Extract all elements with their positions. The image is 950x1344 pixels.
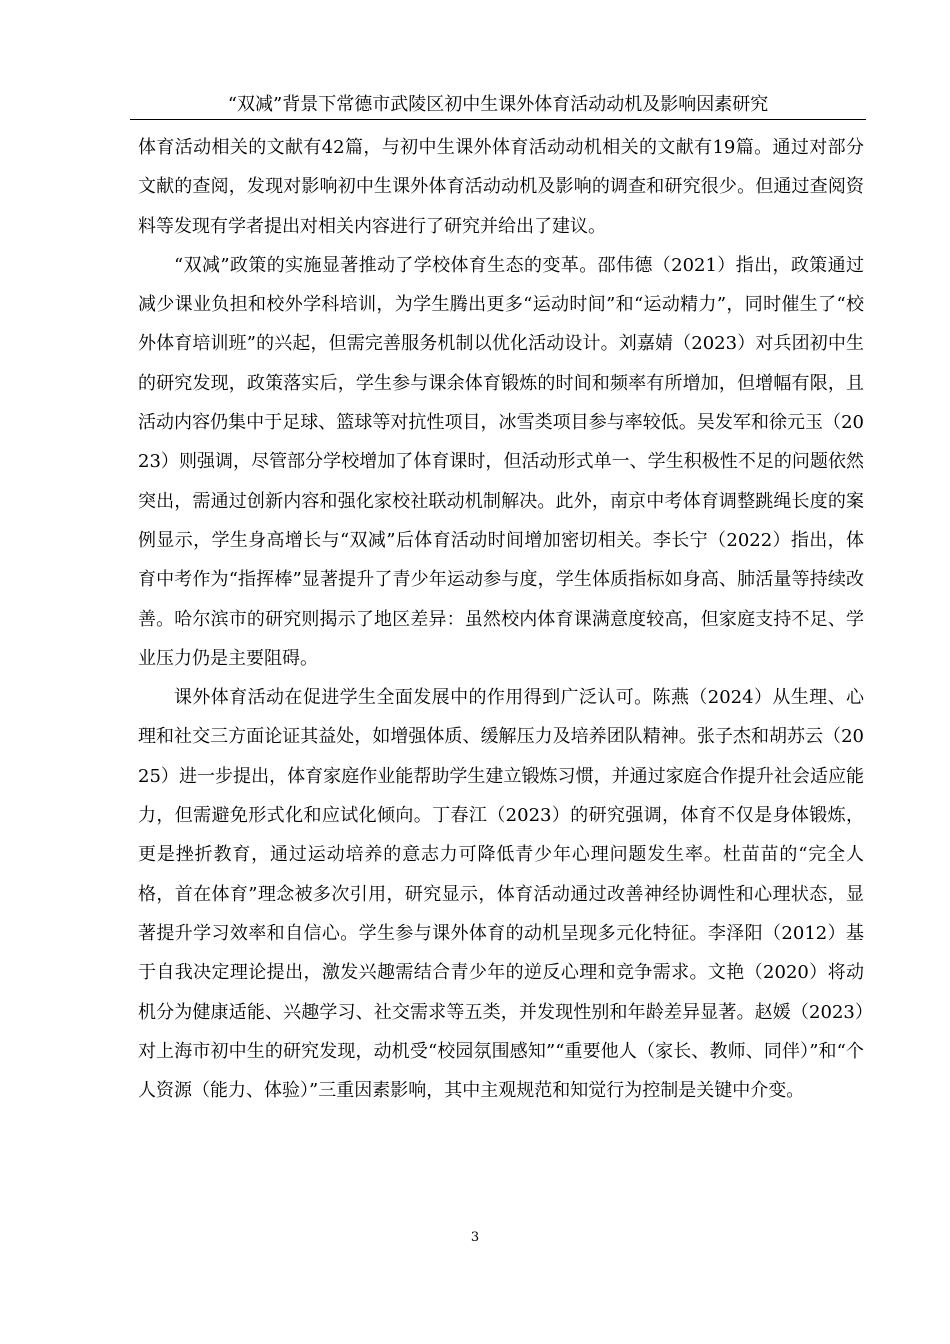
paragraph-double-reduction-policy: “双减”政策的实施显著推动了学校体育生态的变革。邵伟德（2021）指出，政策通过减少课业负担和校外学科培训，为学生腾出更多“运动时间”和“运动精力”，同时催生了“校外体育培训班”的兴起，但需完善服务机制以优化活动设计。刘嘉婧（2023）对兵团初中生的研究发现，政策落实后，学生参与课余体育锻炼的时间和频率有所增加，但增幅有限，且活动内容仍集中于足球、篮球等对抗性项目，冰雪类项目参与率较低。吴发军和徐元玉（2023）则强调，尽管部分学校增加了体育课时，但活动形式单一、学生积极性不足的问题依然突出，需通过创新内容和强化家校社联动机制解决。此外，南京中考体育调整跳绳长度的案例显示，学生身高增长与“双减”后体育活动时间增加密切相关。李长宁（2022）指出，体育中考作为“指挥棒”显著提升了青少年运动参与度，学生体质指标如身高、肺活量等持续改善。哈尔滨市的研究则揭示了地区差异：虽然校内体育课满意度较高，但家庭支持不足、学业压力仍是主要阻碍。 <box>138 254 864 669</box>
paragraph-continuation: 体育活动相关的文献有42篇，与初中生课外体育活动动机相关的文献有19篇。通过对部分文献的查阅，发现对影响初中生课外体育活动动机及影响的调查和研究很少。但通过查阅资料等发现有学者提出对相关内容进行了研究并给出了建议。 <box>138 137 864 237</box>
page-number: 3 <box>470 1230 480 1245</box>
paragraph-extracurricular-benefits: 课外体育活动在促进学生全面发展中的作用得到广泛认可。陈燕（2024）从生理、心理和社交三方面论证其益处，如增强体质、缓解压力及培养团队精神。张子杰和胡苏云（2025）进一步提出，体育家庭作业能帮助学生建立锻炼习惯，并通过家庭合作提升社会适应能力，但需避免形式化和应试化倾向。丁春江（2023）的研究强调，体育不仅是身体锻炼，更是挫折教育，通过运动培养的意志力可降低青少年心理问题发生率。杜苗苗的“完全人格，首在体育”理念被多次引用，研究显示，体育活动通过改善神经协调性和心理状态，显著提升学习效率和自信心。学生参与课外体育的动机呈现多元化特征。李泽阳（2012）基于自我决定理论提出，激发兴趣需结合青少年的逆反心理和竞争需求。文艳（2020）将动机分为健康适能、兴趣学习、社交需求等五类，并发现性别和年龄差异显著。赵媛（2023）对上海市初中生的研究发现，动机受“校园氛围感知”“重要他人（家长、教师、同伴）”和“个人资源（能力、体验）”三重因素影响，其中主观规范和知觉行为控制是关键中介变。 <box>138 687 864 1102</box>
body-text <box>138 128 864 1110</box>
header-rule <box>130 119 866 120</box>
running-header: “双减”背景下常德市武陵区初中生课外体育活动动机及影响因素研究 <box>227 94 769 115</box>
